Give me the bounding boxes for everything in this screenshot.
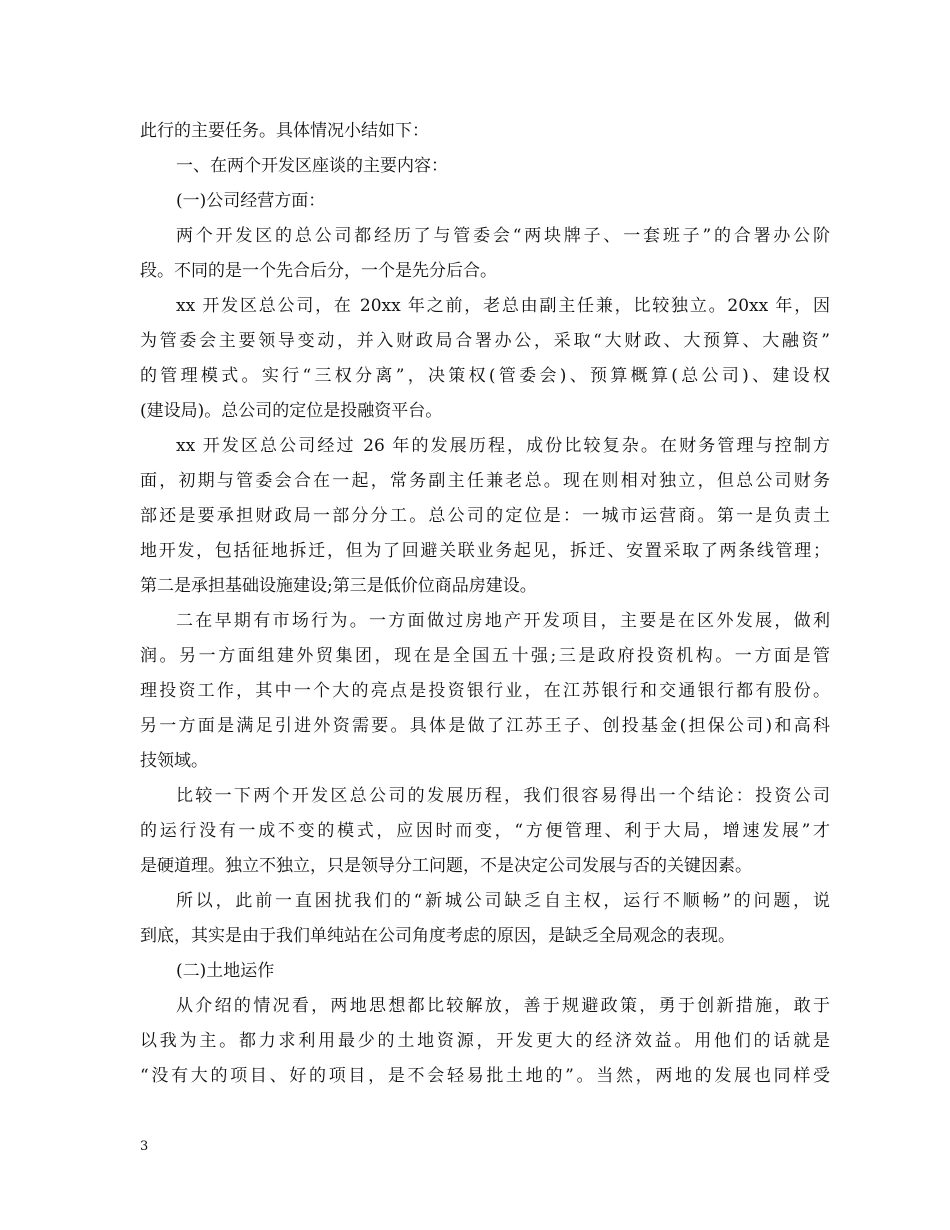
text-line: (一)公司经营方面：: [176, 191, 326, 211]
text-line: 技领域。: [140, 751, 208, 771]
text-line: (二)土地运作: [176, 961, 275, 981]
text-line: 为管委会主要领导变动，并入财政局合署办公，采取“大财政、大预算、大融资”: [140, 331, 830, 351]
text-line: 此行的主要任务。具体情况小结如下：: [140, 121, 429, 141]
document-body: [140, 114, 830, 1094]
text-line: 以我为主。都力求利用最少的土地资源，开发更大的经济效益。用他们的话就是: [140, 1031, 830, 1051]
text-line: 润。另一方面组建外贸集团，现在是全国五十强;三是政府投资机构。一方面是管: [140, 646, 830, 666]
text-line: 所以，此前一直困扰我们的“新城公司缺乏自主权，运行不顺畅”的问题，说: [176, 891, 830, 911]
text-line: 的运行没有一成不变的模式，应因时而变，“方便管理、利于大局，增速发展”才: [140, 821, 830, 841]
text-line: 部还是要承担财政局一部分分工。总公司的定位是：一城市运营商。第一是负责土: [140, 506, 830, 526]
text-line: 理投资工作，其中一个大的亮点是投资银行业，在江苏银行和交通银行都有股份。: [140, 681, 830, 701]
text-line: 从介绍的情况看，两地思想都比较解放，善于规避政策，勇于创新措施，敢于: [176, 996, 830, 1016]
page-number: 3: [140, 1139, 149, 1154]
text-line: 是硬道理。独立不独立，只是领导分工问题，不是决定公司发展与否的关键因素。: [140, 856, 752, 876]
text-line: 的管理模式。实行“三权分离”，决策权(管委会)、预算概算(总公司)、建设权: [140, 366, 830, 386]
text-line: 面，初期与管委会合在一起，常务副主任兼老总。现在则相对独立，但总公司财务: [140, 471, 830, 491]
text-line: 另一方面是满足引进外资需要。具体是做了江苏王子、创投基金(担保公司)和高科: [140, 716, 830, 736]
text-line: 一、在两个开发区座谈的主要内容：: [176, 156, 448, 176]
text-line: 两个开发区的总公司都经历了与管委会“两块牌子、一套班子”的合署办公阶: [176, 226, 830, 246]
text-line: 地开发，包括征地拆迁，但为了回避关联业务起见，拆迁、安置采取了两条线管理；: [140, 541, 830, 561]
text-line: 第二是承担基础设施建设;第三是低价位商品房建设。: [140, 576, 537, 596]
text-line: 段。不同的是一个先合后分，一个是先分后合。: [140, 261, 497, 281]
text-line: 到底，其实是由于我们单纯站在公司角度考虑的原因，是缺乏全局观念的表现。: [140, 926, 735, 946]
text-line: 二在早期有市场行为。一方面做过房地产开发项目，主要是在区外发展，做利: [176, 611, 830, 631]
text-line: 比较一下两个开发区总公司的发展历程，我们很容易得出一个结论：投资公司: [176, 786, 830, 806]
text-line: xx 开发区总公司，在 20xx 年之前，老总由副主任兼，比较独立。20xx 年，因: [176, 296, 830, 316]
text-line: “没有大的项目、好的项目，是不会轻易批土地的”。当然，两地的发展也同样受: [140, 1066, 830, 1086]
text-line: xx 开发区总公司经过 26 年的发展历程，成份比较复杂。在财务管理与控制方: [176, 436, 830, 456]
text-line: (建设局)。总公司的定位是投融资平台。: [140, 401, 443, 421]
